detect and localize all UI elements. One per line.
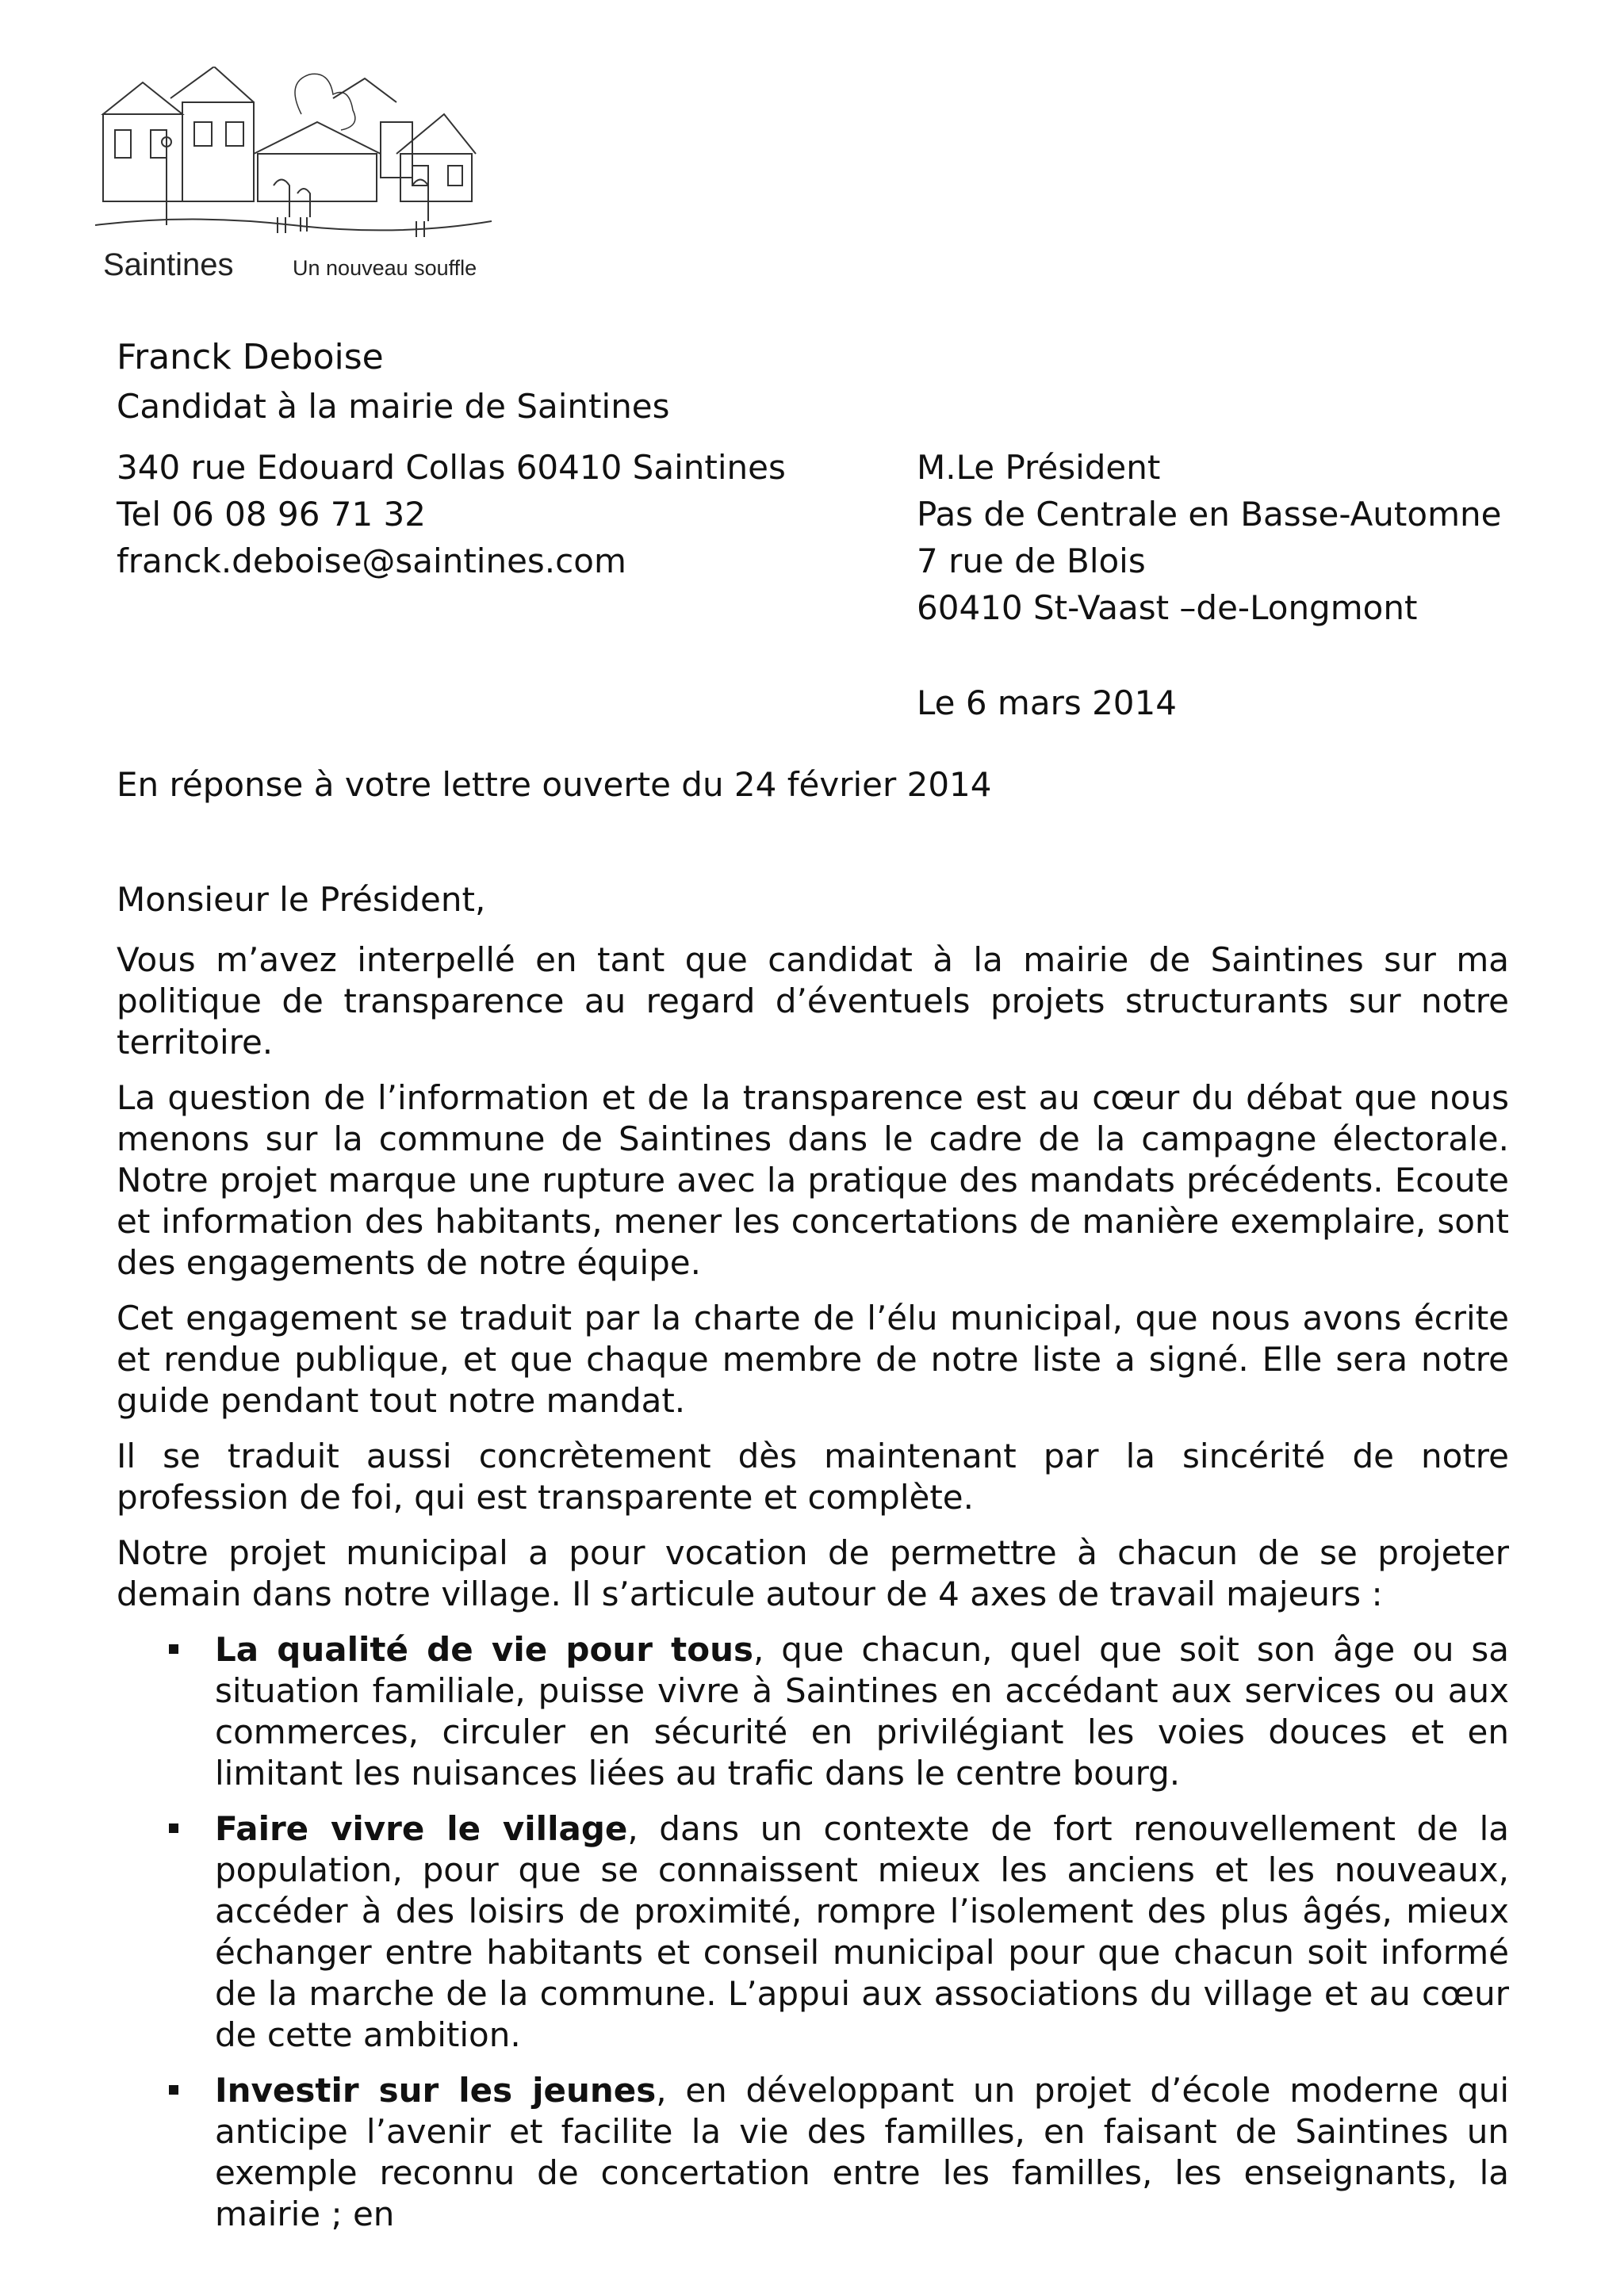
paragraph: Il se traduit aussi concrètement dès maintenant par la sincérité de notre profession de foi, qui est transparente et complète.	[117, 1437, 1509, 1517]
recipient-organization: Pas de Centrale en Basse-Automne	[917, 495, 1502, 534]
paragraph: Notre projet municipal a pour vocation de permettre à chacun de se projeter demain dans notre village. Il s’articule autour de 4 axes de travail majeurs :	[117, 1533, 1509, 1613]
paragraph: La question de l’information et de la transparence est au cœur du débat que nous menons sur la commune de Saintines dans le cadre de la campagne électorale. Notre projet marque une rupture avec la pratique des mandats précédents. Ecoute et information des habitants, mener les concertations de manière exemplaire, sont des engagements de notre équipe.	[117, 1078, 1509, 1282]
bullet-text: , dans un contexte de fort renouvellement de la population, pour que se connaissent mieux les anciens et les nouveaux, accéder à des loisirs de proximité, rompre l’isolement des plus âgés, mieux échanger entre habitants et conseil municipal pour que chacun soit informé de la marche de la commune. L’appui aux associations du village et au cœur de cette ambition.	[215, 1809, 1509, 2054]
logo-brand: Saintines	[103, 247, 234, 282]
sender-name: Franck Deboise	[117, 337, 384, 377]
paragraph: Cet engagement se traduit par la charte de l’élu municipal, que nous avons écrite et rendue publique, et que chaque membre de notre liste a signé. Elle sera notre guide pendant tout notre mandat.	[117, 1299, 1509, 1420]
letter-date: Le 6 mars 2014	[917, 683, 1177, 722]
recipient-city: 60410 St-Vaast –de-Longmont	[917, 588, 1418, 627]
sender-role: Candidat à la mairie de Saintines	[117, 387, 670, 426]
bullet-text: , que chacun, quel que soit son âge ou sa situation familiale, puisse vivre à Saintines en accédant aux services ou aux commerces, circuler en sécurité en privilégiant les voies douces et en limitant les nuisances liées au trafic dans le centre bourg.	[215, 1630, 1509, 1793]
letter-body	[117, 939, 1509, 2249]
sender-phone: Tel 06 08 96 71 32	[117, 495, 426, 534]
logo-tagline: Un nouveau souffle	[293, 256, 477, 280]
bullet-text: , en développant un projet d’école moderne qui anticipe l’avenir et facilite la vie des familles, en faisant de Saintines un exemple reconnu de concertation entre les familles, les enseignants, la mairie ; en	[215, 2071, 1509, 2233]
list-item	[215, 1808, 1509, 2056]
square-bullet-icon	[169, 1823, 178, 1833]
axes-list	[117, 1629, 1509, 2235]
logo-text	[103, 247, 477, 283]
paragraph: Vous m’avez interpellé en tant que candidat à la mairie de Saintines sur ma politique de transparence au regard d’éventuels projets structurants sur notre territoire.	[117, 940, 1509, 1062]
list-item	[215, 2070, 1509, 2235]
sender-contact-block	[117, 444, 786, 584]
square-bullet-icon	[169, 1644, 178, 1654]
letter-subject: En réponse à votre lettre ouverte du 24 février 2014	[117, 765, 992, 804]
recipient-street: 7 rue de Blois	[917, 541, 1146, 580]
recipient-block	[917, 444, 1501, 631]
bullet-title: Investir sur les jeunes	[215, 2071, 657, 2110]
bullet-title: La qualité de vie pour tous	[215, 1630, 753, 1669]
list-item	[215, 1629, 1509, 1794]
bullet-title: Faire vivre le village	[215, 1809, 628, 1848]
sender-email: franck.deboise@saintines.com	[117, 541, 626, 580]
square-bullet-icon	[169, 2085, 178, 2095]
village-sketch-illustration	[95, 67, 492, 265]
salutation: Monsieur le Président,	[117, 880, 486, 919]
recipient-title: M.Le Président	[917, 448, 1161, 487]
logo	[95, 67, 492, 297]
sender-address: 340 rue Edouard Collas 60410 Saintines	[117, 448, 786, 487]
